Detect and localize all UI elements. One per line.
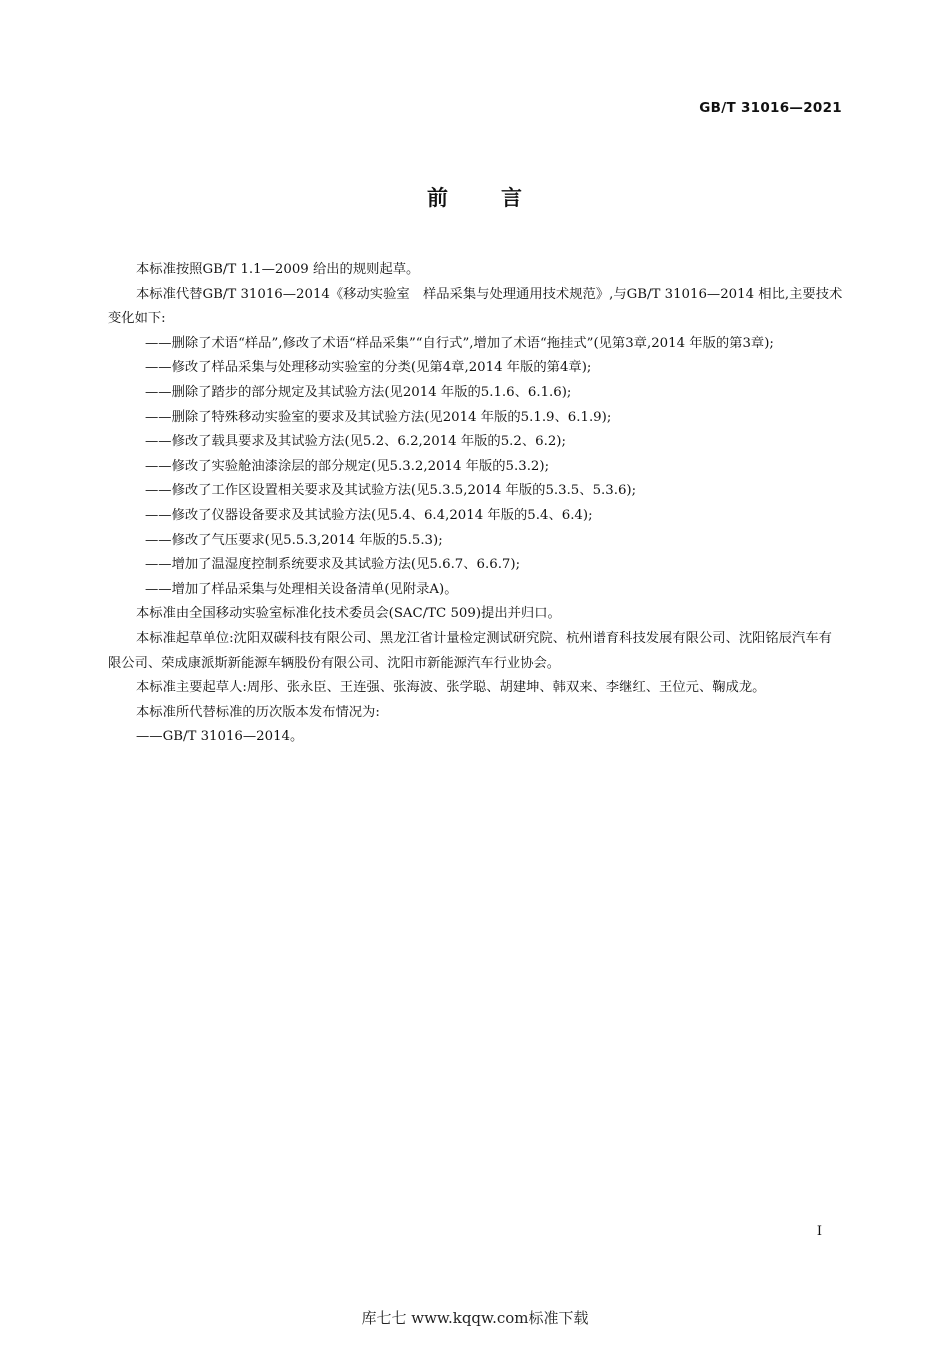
paragraph-drafting-rules: 本标准按照GB/T 1.1—2009 给出的规则起草。 (136, 262, 420, 277)
change-item: ——删除了踏步的部分规定及其试验方法(见2014 年版的5.1.6、6.1.6); (145, 384, 572, 400)
change-item: ——修改了仪器设备要求及其试验方法(见5.4、6.4,2014 年版的5.4、6.4); (145, 507, 593, 523)
change-item: ——修改了实验舱油漆涂层的部分规定(见5.3.2,2014 年版的5.3.2); (145, 458, 550, 474)
change-item: ——修改了工作区设置相关要求及其试验方法(见5.3.5,2014 年版的5.3.5、5.3.6); (145, 483, 637, 499)
paragraph-replaces: 本标准代替GB/T 31016—2014《移动实验室 样品采集与处理通用技术规范》,与GB/T 31016—2014 相比,主要技术变化如下: (108, 286, 843, 327)
paragraph-history-intro: 本标准所代替标准的历次版本发布情况为: (136, 704, 380, 720)
paragraph-drafters: 本标准主要起草人:周彤、张永臣、王连强、张海波、张学聪、胡建坤、韩双来、李继红、王位元、鞠成龙。 (136, 680, 766, 696)
footer-watermark: 库七七 www.kqqw.com标准下载 (361, 1309, 589, 1327)
change-item: ——删除了特殊移动实验室的要求及其试验方法(见2014 年版的5.1.9、6.1.9); (145, 409, 612, 425)
history-item: ——GB/T 31016—2014。 (136, 729, 304, 745)
change-item: ——删除了术语“样品”,修改了术语“样品采集”“自行式”,增加了术语“拖挂式”(见第3章,2014 年版的第3章); (145, 335, 774, 351)
change-item: ——增加了样品采集与处理相关设备清单(见附录A)。 (145, 581, 458, 597)
page-title-part1: 前 (427, 186, 449, 210)
change-item: ——修改了样品采集与处理移动实验室的分类(见第4章,2014 年版的第4章); (145, 360, 592, 376)
foreword-body (108, 258, 844, 750)
paragraph-proposed-by: 本标准由全国移动实验室标准化技术委员会(SAC/TC 509)提出并归口。 (136, 606, 561, 622)
page-title-part2: 言 (501, 186, 523, 210)
paragraph-drafting-units: 本标准起草单位:沈阳双碳科技有限公司、黑龙江省计量检定测试研究院、杭州谱育科技发展有限公司、沈阳铭辰汽车有限公司、荣成康派斯新能源车辆股份有限公司、沈阳市新能源汽车行业协会。 (108, 630, 832, 671)
page-number: I (816, 1224, 822, 1239)
change-item: ——增加了温湿度控制系统要求及其试验方法(见5.6.7、6.6.7); (145, 557, 521, 573)
standard-code: GB/T 31016—2021 (699, 100, 842, 116)
change-item: ——修改了载具要求及其试验方法(见5.2、6.2,2014 年版的5.2、6.2); (145, 434, 566, 450)
change-item: ——修改了气压要求(见5.5.3,2014 年版的5.5.3); (145, 532, 443, 548)
page-title (0, 182, 950, 212)
